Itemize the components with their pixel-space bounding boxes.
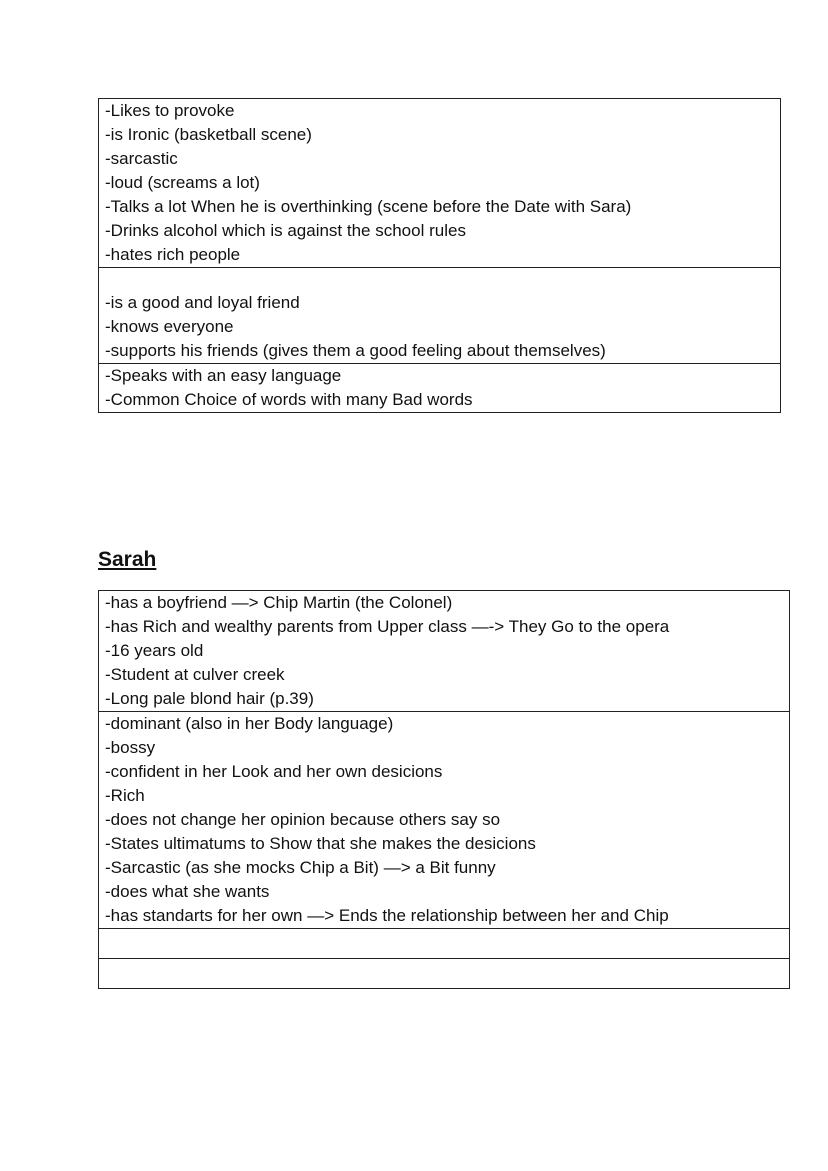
list-item: -Likes to provoke [105,101,235,120]
table-row [99,268,781,364]
empty-cell [99,929,790,959]
list-item: -Drinks alcohol which is against the school rules [105,221,466,240]
table-row [99,929,790,959]
list-item: -does not change her opinion because others say so [105,810,501,829]
table-row [99,712,790,929]
list-item: -knows everyone [105,317,234,336]
traits-cell-language [99,364,781,413]
list-item: -bossy [105,738,156,757]
table-row [99,364,781,413]
list-item: -Rich [105,786,145,805]
list-item: -Speaks with an easy language [105,366,342,385]
list-item: -States ultimatums to Show that she makes the desicions [105,834,536,853]
list-item: -has standarts for her own —> Ends the relationship between her and Chip [105,906,669,925]
list-item: -is a good and loyal friend [105,293,300,312]
empty-cell [99,959,790,989]
list-item: -16 years old [105,641,204,660]
list-item: -Student at culver creek [105,665,285,684]
list-item: -Talks a lot When he is overthinking (scene before the Date with Sara) [105,197,632,216]
list-item: -Long pale blond hair (p.39) [105,689,314,708]
list-item: -has Rich and wealthy parents from Upper class —-> They Go to the opera [105,617,670,636]
list-item: -loud (screams a lot) [105,173,260,192]
traits-cell-friendship [99,268,781,364]
list-item: -is Ironic (basketball scene) [105,125,312,144]
table-row [99,591,790,712]
list-item: -does what she wants [105,882,270,901]
list-item: -confident in her Look and her own desicions [105,762,443,781]
list-item: -hates rich people [105,245,241,264]
table-row [99,99,781,268]
list-item: -Common Choice of words with many Bad words [105,390,473,409]
traits-cell-personality [99,712,790,929]
list-item: -Sarcastic (as she mocks Chip a Bit) —> a Bit funny [105,858,496,877]
list-item: -sarcastic [105,149,178,168]
character-traits-table-1 [98,98,781,413]
traits-cell-facts [99,591,790,712]
list-item: -supports his friends (gives them a good feeling about themselves) [105,341,606,360]
list-item: -has a boyfriend —> Chip Martin (the Colonel) [105,593,453,612]
section-heading-sarah: Sarah [98,548,157,571]
list-item: -dominant (also in her Body language) [105,714,394,733]
traits-cell-behavior [99,99,781,268]
character-traits-table-sarah [98,590,790,989]
table-row [99,959,790,989]
